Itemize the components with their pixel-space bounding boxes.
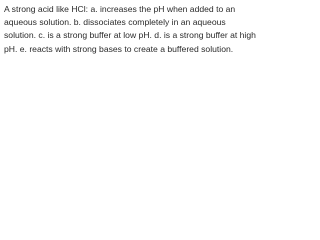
question-text: A strong acid like HCl: a. increases the pH when added to an aqueous solution. b. dissociates completely in an aqueous solution. c. is a strong buffer at low pH. d. is a strong buffer at high pH. e. reacts with strong bases to create a buffered solution.	[4, 4, 256, 54]
question-card	[0, 0, 262, 59]
